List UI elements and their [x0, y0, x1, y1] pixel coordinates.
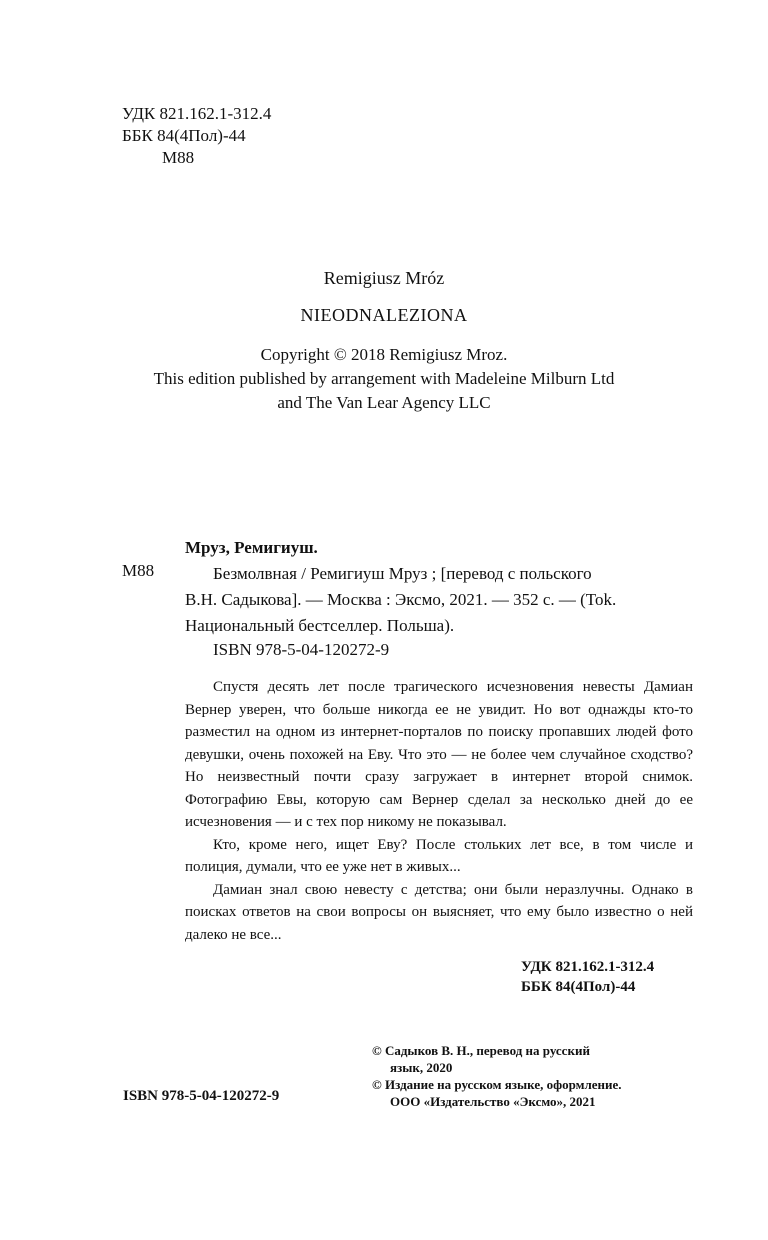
bibliography-isbn: ISBN 978-5-04-120272-9: [213, 640, 390, 659]
udk-code-bottom: УДК 821.162.1-312.4: [521, 959, 655, 975]
copyright-line: Copyright © 2018 Remigiusz Mroz.: [260, 345, 508, 364]
bbk-code: ББК 84(4Пол)-44: [122, 126, 246, 145]
original-copyright-block: [0, 343, 768, 415]
publisher-copyright-cont: ООО «Издательство «Эксмо», 2021: [390, 1094, 596, 1109]
udk-code: УДК 821.162.1-312.4: [122, 104, 272, 123]
top-classification-block: [122, 103, 271, 169]
copyright-line: and The Van Lear Agency LLC: [277, 393, 491, 412]
bibliography-line: Безмолвная / Ремигиуш Мруз ; [перевод с польского: [213, 564, 592, 583]
copyright-line: This edition published by arrangement with Madeleine Milburn Ltd: [153, 369, 615, 388]
bibliography-line: В.Н. Садыкова]. — Москва : Эксмо, 2021. — 352 с. — (Tok.: [185, 590, 617, 609]
bibliography-line: Национальный бестселлер. Польша).: [185, 616, 455, 635]
publisher-copyright: © Издание на русском языке, оформление.: [372, 1077, 622, 1092]
annotation-paragraph: Кто, кроме него, ищет Еву? После стольких лет все, в том числе и полиция, думали, что ее уже нет в живых...: [185, 836, 693, 875]
annotation-paragraph: Дамиан знал свою невесту с детства; они были неразлучны. Однако в поисках ответов на свои вопросы он выясняет, что ему было известно о ней далеко не все...: [185, 881, 693, 943]
bottom-isbn: ISBN 978-5-04-120272-9: [123, 1088, 280, 1104]
bibliography-code: М88: [122, 561, 155, 580]
bbk-code-bottom: ББК 84(4Пол)-44: [521, 979, 636, 995]
bottom-classification-block: [521, 957, 654, 997]
original-author: Remigiusz Mróz: [323, 268, 445, 288]
translator-copyright: © Садыков В. Н., перевод на русский: [372, 1043, 590, 1058]
annotation-text: [185, 676, 693, 946]
original-title: NIEODNALEZIONA: [300, 305, 468, 325]
translator-copyright-cont: язык, 2020: [390, 1060, 453, 1075]
russian-copyright-block: [372, 1042, 622, 1110]
bibliography-heading: Мруз, Ремигиуш.: [185, 538, 318, 557]
annotation-paragraph: Спустя десять лет после трагического исчезновения невесты Дамиан Вернер уверен, что больше никогда ее не увидит. Но вот однажды кто-то разместил на одном из интернет-порталов по поиску пропавших людей фото девушки, очень похожей на Еву. Что это — не более чем случайное сходство? Но неизвестный почти сразу загружает в интернет второй снимок. Фотографию Евы, которую сам Вернер сделал за несколько дней до ее исчезновения — и с тех пор никому не показывал.: [185, 679, 693, 830]
bibliographic-record: [185, 535, 616, 639]
author-sign-code: М88: [162, 148, 195, 167]
